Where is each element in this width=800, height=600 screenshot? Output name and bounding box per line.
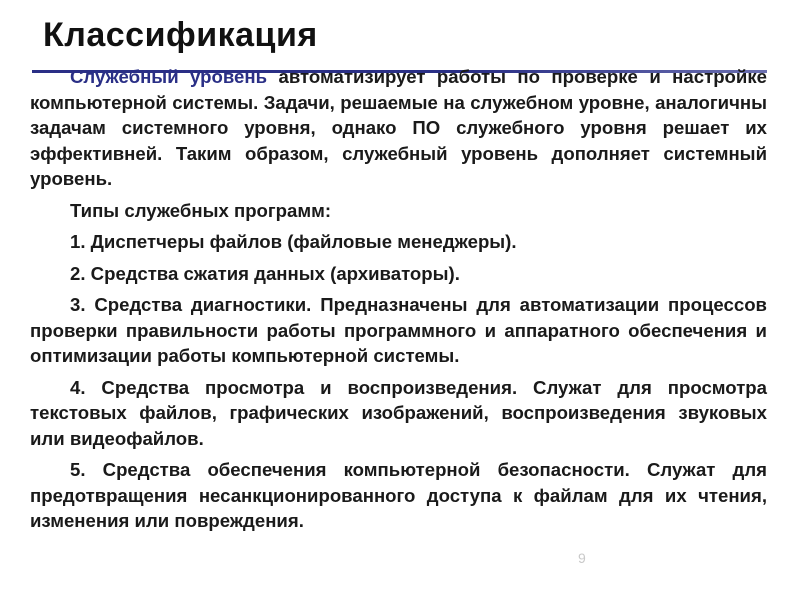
list-item: 3. Средства диагностики. Предназначены для автоматизации процессов проверки правильности работы программного и аппаратного обеспечения и оптимизации работы компьютерной системы. [30,294,767,366]
intro-highlight: Служебный уровень [70,66,268,87]
list-item: 1. Диспетчеры файлов (файловые менеджеры). [70,231,517,252]
slide-body [30,64,767,540]
page-number: 9 [578,550,586,566]
slide-title: Классификация [43,16,318,54]
intro-paragraph [30,64,767,192]
list-item: 2. Средства сжатия данных (архиваторы). [70,262,460,284]
intro-text: автоматизирует работы по проверке и настройке компьютерной системы. Задачи, решаемые на служебном уровне, аналогичны задачам системного уровня, однако ПО служебного уровня решает их эффективней. Таким образом, служебный уровень дополняет системный уровень. [30,66,767,189]
list-item: 4. Средства просмотра и воспроизведения. Служат для просмотра текстовых файлов, графических изображений, воспроизведения звуковых или видеофайлов. [30,376,767,449]
list-item: 5. Средства обеспечения компьютерной безопасности. Служат для предотвращения несанкционированного доступа к файлам для их чтения, изменения или повреждения. [30,459,767,531]
types-heading: Типы служебных программ: [70,199,332,221]
